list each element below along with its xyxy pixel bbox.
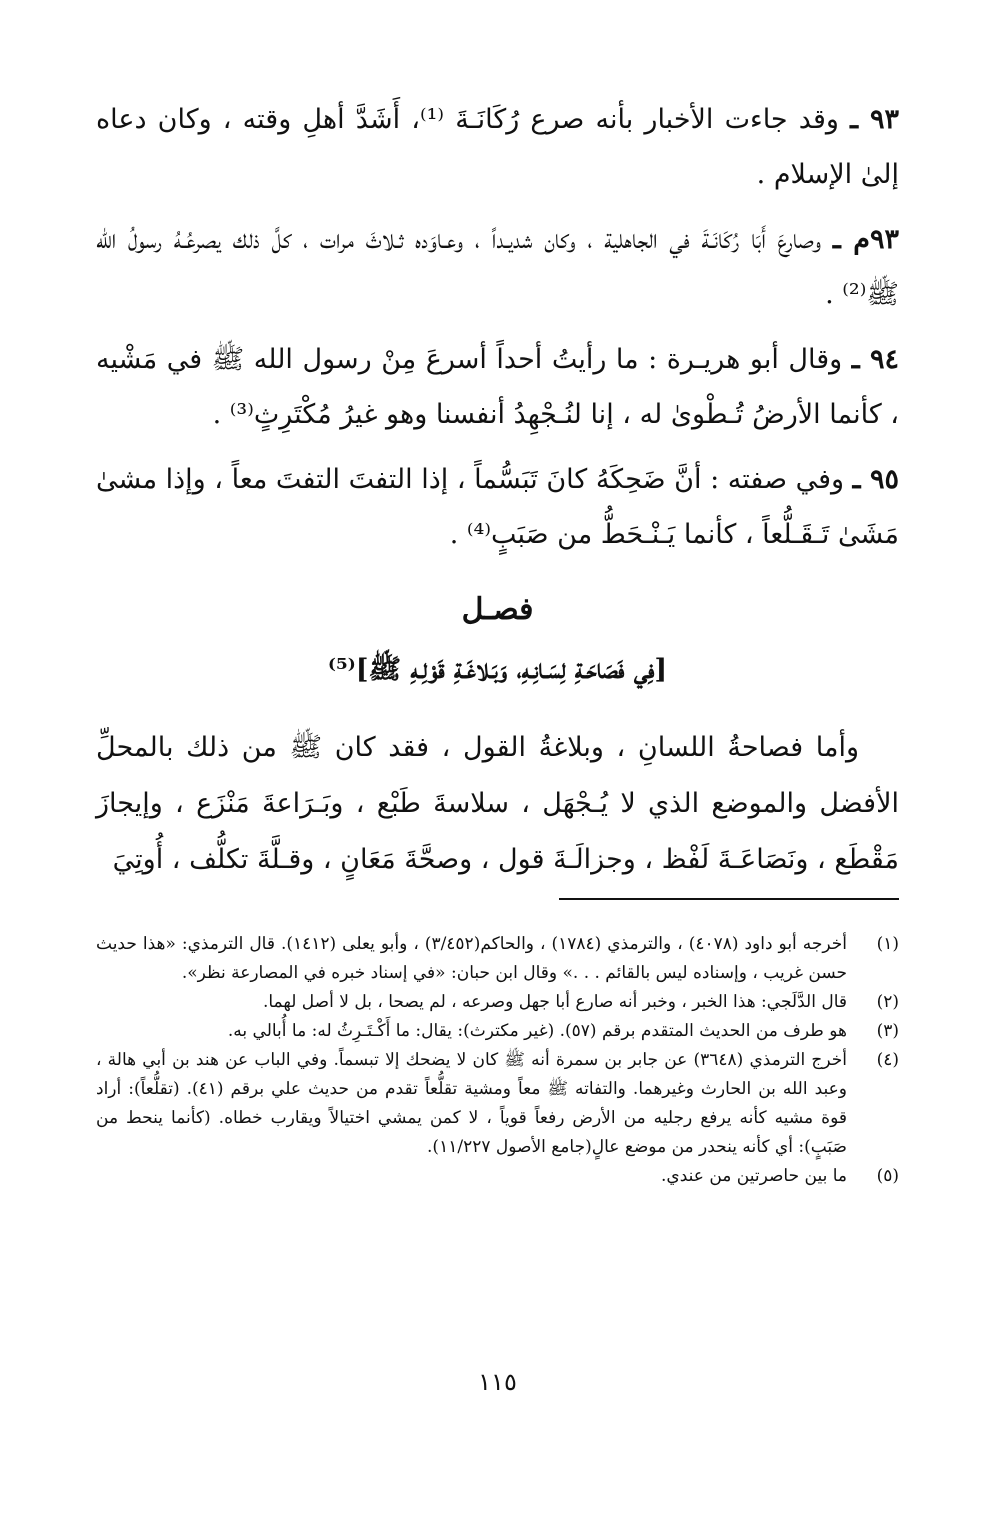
footnote-3 (96, 1017, 899, 1046)
footnote-text: أخرج الترمذي (٣٦٤٨) عن جابر بن سمرة أنه ﷺ كان لا يضحك إلا تبسماً. وفي الباب عن هند بن أبي هالة ، وعبد الله بن الحارث وغيرهما. والتفاته ﷺ معاً ومشية تقلُّعاً تقدم من حديث علي برقم (٤١). (تقلُّعاً): أراد قوة مشيه كأنه يرفع رجليه من الأرض رفعاً قوياً ، لا كمن يمشي اختيالاً ويقارب خطاه. (كأنما ينحط من صَبَبٍ): أي كأنه ينحدر من موضع عالٍ(جامع الأصول ١١/٢٢٧). (96, 1050, 847, 1157)
footnote-number: (١) (876, 934, 899, 954)
footnote-number: (٣) (876, 1021, 899, 1041)
paragraph-text: وقال أبو هريـرة : ما رأيتُ أحداً أسرعَ مِنْ رسول الله ﷺ في مَشْيه ، كأنما الأرضُ تُـطْوىٰ له ، إنا لنُـجْهِدُ أنفسنا وهو غيرُ مُكْتَرِثٍ⁽³⁾ . (96, 344, 899, 430)
footnote-2 (96, 988, 899, 1017)
footnote-1 (96, 930, 899, 988)
section-title: فصـل (461, 592, 534, 627)
section-subtitle: [فِي فَصَاحَـةِ لِسَـانِـهِ، وَبَـلاغَـةِ قَوْلِـهِ ﷺ]⁽⁵⁾ (327, 654, 668, 685)
paragraph-text: وصارعَ أَبَا رُكَانَـةَ في الجاهلية ، وكان شديـداً ، وعـاوَده ثـلاثَ مرات ، كلَّ ذلك يصرعُـهُ رسولُ الله ﷺ⁽²⁾ . (96, 224, 899, 310)
footnote-text: هو طرف من الحديث المتقدم برقم (٥٧). (غير مكترث): يقال: ما أَكْـتَـرِثُ له: ما أُبالي به. (227, 1021, 847, 1041)
paragraph-95 (96, 452, 899, 562)
footnote-number: (٤) (876, 1050, 899, 1070)
paragraph-text: وفي صفته : أنَّ ضَحِكَهُ كانَ تَبَسُّماً ، إذا التفتَ التفتَ معاً ، وإذا مشىٰ مَشَىٰ تَـقَـلُّعاً ، كأنما يَـنْـحَطُّ من صَبَبٍ⁽⁴⁾ . (96, 464, 899, 550)
paragraph-number: ٩٥ ـ (852, 464, 899, 495)
page-number: ١١٥ (478, 1368, 517, 1396)
footnote-text: قال الدَّلَجي: هذا الخبر ، وخبر أنه صارع أبا جهل وصرعه ، لم يصحا ، بل لا أصل لهما. (262, 992, 847, 1012)
paragraph-number: ٩٤ ـ (851, 344, 899, 375)
paragraph-94 (96, 332, 899, 442)
paragraph-number: ٩٣ ـ (850, 104, 900, 135)
section-body-text: وأما فصاحةُ اللسانِ ، وبلاغةُ القول ، فقد كان ﷺ من ذلك بالمحلِّ الأفضل والموضع الذي لا يُـجْهَل ، سلاسةَ طَبْع ، وبَـرَاعةَ مَنْزَع ، وإيجازَ مَقْطَع ، ونَصَاعَـةَ لَفْظ ، وجزالَـةَ قول ، وصحَّةَ مَعَانٍ ، وقـلَّةَ تكلُّف ، أُوتِيَ (96, 732, 899, 875)
footnote-number: (٥) (876, 1166, 899, 1186)
paragraph-93 (96, 92, 899, 202)
footnote-5 (96, 1162, 899, 1191)
footnote-text: ما بين حاصرتين من عندي. (661, 1166, 847, 1186)
paragraph-93m (96, 212, 899, 322)
footnote-number: (٢) (876, 992, 899, 1012)
footnote-4 (96, 1046, 899, 1162)
footnote-divider (559, 898, 899, 900)
footnote-text: أخرجه أبو داود (٤٠٧٨) ، والترمذي (١٧٨٤) ، والحاكم(٣/٤٥٢) ، وأبو يعلى (١٤١٢). قال الترمذي: «هذا حديث حسن غريب ، وإسناده ليس بالقائم . . .» وقال ابن حبان: «في إسناد خبره في المصارعة نظر». (96, 934, 848, 983)
paragraph-number: ٩٣م ـ (832, 224, 900, 255)
paragraph-text: وقد جاءت الأخبار بأنه صرع رُكَانَـةَ ⁽¹⁾، أَشَدَّ أهلِ وقته ، وكان دعاه إلىٰ الإسلام . (96, 104, 899, 190)
footnotes (96, 930, 899, 1191)
main-text-block (96, 92, 899, 572)
